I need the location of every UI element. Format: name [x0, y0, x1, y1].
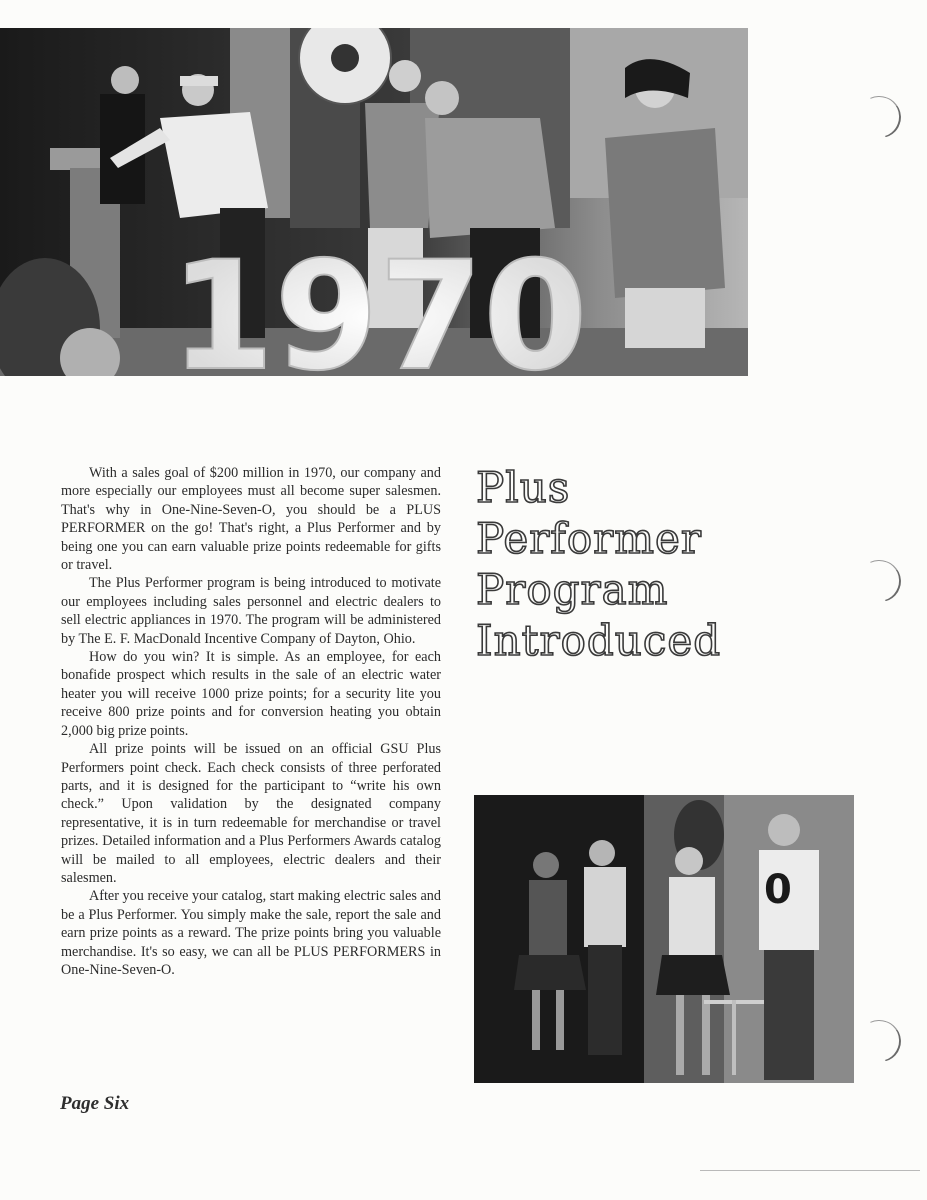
punch-hole: [852, 1014, 907, 1068]
punch-hole: [852, 90, 907, 144]
article-paragraph: The Plus Performer program is being introduced to motivate our employees including sales personnel and electric dealers to sell electric appliances in 1970. The program will be administered by The E. F. MacDonald Incentive Company of Dayton, Ohio.: [61, 575, 441, 647]
bottom-photo-performers: [474, 795, 854, 1083]
article-paragraph: All prize points will be issued on an official GSU Plus Performers point check. Each check consists of three perforated parts, and it is designed for the participant to “write his own check.” Upon validation by the designated company representative, it is in turn redeemable for merchandise or travel prizes. Detailed information and a Plus Performers Awards catalog will be mailed to all employees, electric dealers and their salesmen.: [61, 741, 441, 886]
headline-line: Performer: [476, 514, 702, 563]
headline-line: Plus: [476, 463, 571, 512]
bottom-rule: [700, 1170, 920, 1171]
shirt-number: 0: [764, 867, 792, 913]
page-number-label: Page Six: [60, 1093, 130, 1114]
top-photo-1970-skit: [0, 28, 748, 376]
headline-line: Program: [476, 565, 669, 614]
punch-hole: [852, 554, 907, 608]
top-photo-illustration: [0, 28, 748, 376]
bottom-photo-illustration: [474, 795, 854, 1083]
sign-1970: 1970: [170, 230, 588, 376]
article-paragraph: How do you win? It is simple. As an employee, for each bonafide prospect which results in the sale of an electric water heater you will receive 1000 prize points; for a security lite you receive 800 prize points and for conversion heating you obtain 2,000 big prize points.: [61, 649, 441, 739]
headline-line: Introduced: [476, 616, 722, 665]
article-body: [61, 464, 441, 979]
article-paragraph: With a sales goal of $200 million in 1970, our company and more especially our employees must all become super salesmen. That's why in One-Nine-Seven-O, you should be a PLUS PERFORMER on the go! That's right, a Plus Performer and by being one you can earn valuable prize points redeemable for gifts or travel.: [61, 465, 441, 574]
article-paragraph: After you receive your catalog, start making electric sales and be a Plus Performer. You simply make the sale, report the sale and earn prize points as a reward. The prize points bring you valuable merchandise. It's so easy, we can all be PLUS PERFORMERS in One-Nine-Seven-O.: [61, 888, 441, 978]
headline: [476, 462, 736, 666]
